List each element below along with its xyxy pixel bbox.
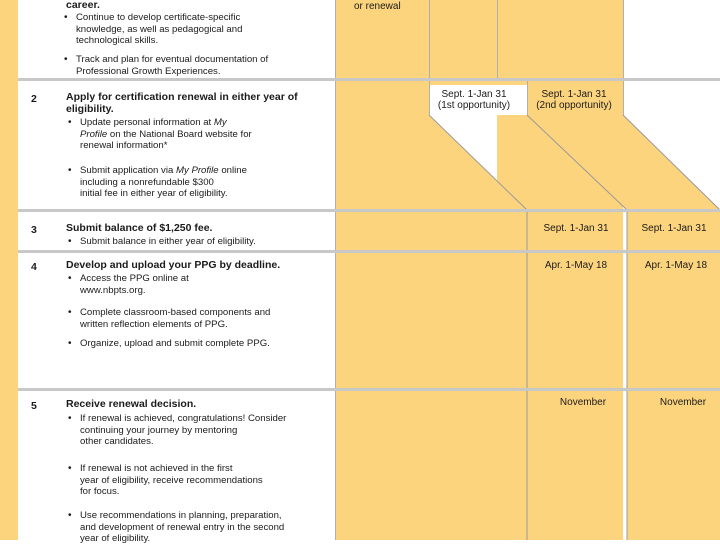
row5-heading: Receive renewal decision.	[66, 398, 197, 410]
row5-bullet-2: • If renewal is not achieved in the first year of eligibility, receive recommendations for focus.	[68, 463, 263, 497]
row3-heading: Submit balance of $1,250 fee.	[66, 222, 213, 234]
row5-bullet-3: • Use recommendations in planning, preparation, and development of renewal entry in the second year of eligibility.	[68, 510, 285, 544]
col-rule-1	[335, 0, 336, 540]
bullet-icon: •	[68, 165, 72, 176]
row-divider-4	[18, 388, 720, 391]
row4-heading: Develop and upload your PPG by deadline.	[66, 259, 281, 271]
row5-col3-date: November	[659, 397, 707, 408]
bullet-icon: •	[68, 117, 72, 128]
row4-bullet-1: • Access the PPG online at www.nbpts.org.	[68, 273, 189, 296]
row5-number: 5	[31, 400, 37, 412]
row-divider-2	[18, 209, 720, 212]
row-divider-1	[18, 78, 720, 81]
row3-bullet-1: • Submit balance in either year of eligibility.	[68, 236, 256, 247]
bullet-icon: •	[64, 12, 68, 23]
row4-bullet-3: • Organize, upload and submit complete PPG.	[68, 338, 270, 349]
row2-col2-dates: Sept. 1-Jan 31 (2nd opportunity)	[536, 89, 612, 111]
row1-col1-text: or renewal	[354, 1, 401, 12]
bullet-icon: •	[68, 413, 72, 424]
col-rule-3	[497, 0, 498, 80]
row2-heading: Apply for certification renewal in either year of eligibility.	[66, 91, 298, 115]
bullet-icon: •	[68, 338, 72, 349]
row4-number: 4	[31, 261, 37, 273]
row1-heading-tail: career.	[66, 0, 100, 11]
row3-number: 3	[31, 224, 37, 236]
row4-bullet-2: • Complete classroom-based components and written reflection elements of PPG.	[68, 307, 271, 330]
row-divider-3	[18, 250, 720, 253]
row1-bullet-1: • Continue to develop certificate-specific knowledge, as well as pedagogical and technological skills.	[64, 12, 243, 46]
row3-col3-date: Sept. 1-Jan 31	[641, 223, 707, 234]
row5-col2-date: November	[559, 397, 607, 408]
bullet-icon: •	[68, 236, 72, 247]
row4-col3-date: Apr. 1-May 18	[644, 260, 708, 271]
row2-bullet-1: • Update personal information at My Profile on the National Board website for renewal information*	[68, 117, 252, 151]
row2-bullet-2: • Submit application via My Profile online including a nonrefundable $300 initial fee in either year of eligibility.	[68, 165, 247, 199]
bullet-icon: •	[68, 307, 72, 318]
row3-col2-date: Sept. 1-Jan 31	[543, 223, 609, 234]
row2-number: 2	[31, 93, 37, 105]
bullet-icon: •	[68, 463, 72, 474]
row1-bullet-2: • Track and plan for eventual documentation of Professional Growth Experiences.	[64, 54, 269, 77]
row4-col2-date: Apr. 1-May 18	[544, 260, 608, 271]
gold-wedge-1	[429, 0, 527, 540]
bullet-icon: •	[68, 510, 72, 521]
bullet-icon: •	[68, 273, 72, 284]
row2-col1-dates: Sept. 1-Jan 31 (1st opportunity)	[437, 89, 511, 111]
col-rule-5	[623, 0, 624, 115]
row5-bullet-1: • If renewal is achieved, congratulations! Consider continuing your journey by mentoring other candidates.	[68, 413, 287, 447]
bullet-icon: •	[64, 54, 68, 65]
